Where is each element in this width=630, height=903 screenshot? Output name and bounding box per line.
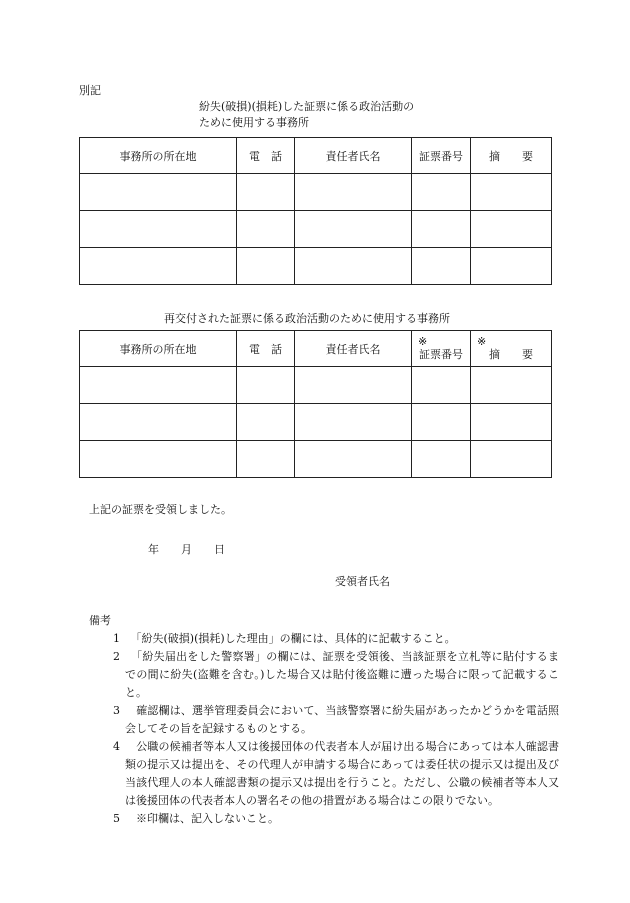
- table-header-row: [80, 331, 552, 367]
- header-office-address: 事務所の所在地: [80, 138, 237, 174]
- note-number: 3: [113, 704, 120, 717]
- header-office-address: 事務所の所在地: [80, 331, 237, 367]
- cell-office-address: [80, 367, 237, 404]
- cell-certificate-number: [412, 441, 471, 478]
- cell-remarks: [471, 174, 552, 211]
- table1-title-line1: 紛失(破損)(損耗)した証票に係る政治活動の: [199, 100, 415, 113]
- header-responsible-person: 責任者氏名: [295, 138, 412, 174]
- note-text: 公職の候補者等本人又は後援団体の代表者本人が届け出る場合にあっては本人確認書類の提示又は提出を、その代理人が申請する場合にあっては委任状の提示又は提出及び当該代理人の本人確認書類の提示又は提出を行うこと。ただし、公職の候補者等本人又は後援団体の代表者本人の署名その他の措置がある場合はこの限りでない。: [125, 740, 560, 807]
- table-row: [80, 441, 552, 478]
- table-row: [80, 174, 552, 211]
- note-number: 2: [113, 650, 120, 663]
- note-item: [79, 648, 559, 702]
- note-text: 確認欄は、選挙管理委員会において、当該警察署に紛失届があったかどうかを電話照会してその旨を記録するものとする。: [125, 704, 560, 735]
- receipt-date-line: 年 月 日: [148, 543, 225, 556]
- table1-title-line2: ために使用する事務所: [199, 116, 309, 129]
- cell-phone: [237, 441, 295, 478]
- note-number: 4: [113, 740, 120, 753]
- cell-certificate-number: [412, 174, 471, 211]
- note-number: 1: [113, 632, 120, 645]
- header-remarks-label: 摘 要: [489, 348, 533, 361]
- cell-office-address: [80, 441, 237, 478]
- table-row: [80, 211, 552, 248]
- header-responsible-person: 責任者氏名: [295, 331, 412, 367]
- cell-remarks: [471, 211, 552, 248]
- receipt-statement: 上記の証票を受領しました。: [89, 503, 232, 516]
- cell-office-address: [80, 174, 237, 211]
- cell-phone: [237, 211, 295, 248]
- note-text: ※印欄は、記入しないこと。: [136, 812, 279, 825]
- cell-responsible-person: [295, 441, 412, 478]
- appendix-label: 別記: [79, 84, 101, 97]
- cell-responsible-person: [295, 248, 412, 285]
- note-item: [79, 630, 559, 648]
- cell-remarks: [471, 367, 552, 404]
- cell-office-address: [80, 211, 237, 248]
- notes-heading: 備考: [89, 614, 111, 627]
- cell-responsible-person: [295, 404, 412, 441]
- cell-phone: [237, 174, 295, 211]
- office-use-mark: ※: [418, 335, 428, 348]
- note-number: 5: [113, 812, 120, 825]
- cell-remarks: [471, 404, 552, 441]
- cell-responsible-person: [295, 367, 412, 404]
- header-remarks: [471, 331, 552, 367]
- cell-phone: [237, 404, 295, 441]
- office-use-mark: ※: [477, 335, 487, 348]
- table2-title: 再交付された証票に係る政治活動のために使用する事務所: [164, 312, 450, 325]
- cell-responsible-person: [295, 174, 412, 211]
- note-text: 「紛失届出をした警察署」の欄には、証票を受領後、当該証票を立札等に貼付するまでの間に紛失(盗難を含む。)した場合又は貼付後盗難に遭った場合に限って記載すること。: [125, 650, 560, 699]
- cell-certificate-number: [412, 211, 471, 248]
- header-phone: 電 話: [237, 331, 295, 367]
- lost-certificate-office-table: [79, 137, 552, 285]
- cell-responsible-person: [295, 211, 412, 248]
- header-certificate-number: [412, 331, 471, 367]
- note-item: [79, 810, 559, 828]
- cell-office-address: [80, 404, 237, 441]
- notes-section: [79, 612, 559, 828]
- cell-phone: [237, 367, 295, 404]
- cell-office-address: [80, 248, 237, 285]
- table-row: [80, 404, 552, 441]
- header-certificate-number: 証票番号: [412, 138, 471, 174]
- note-item: [79, 738, 559, 810]
- cell-phone: [237, 248, 295, 285]
- cell-remarks: [471, 248, 552, 285]
- note-item: [79, 702, 559, 738]
- header-remarks: 摘 要: [471, 138, 552, 174]
- cell-certificate-number: [412, 367, 471, 404]
- header-phone: 電 話: [237, 138, 295, 174]
- cell-certificate-number: [412, 248, 471, 285]
- reissued-certificate-office-table: [79, 330, 552, 478]
- recipient-name-label: 受領者氏名: [335, 575, 390, 588]
- table-row: [80, 367, 552, 404]
- table-header-row: [80, 138, 552, 174]
- table-row: [80, 248, 552, 285]
- note-text: 「紛失(破損)(損耗)した理由」の欄には、具体的に記載すること。: [136, 632, 456, 645]
- header-certificate-number-label: 証票番号: [419, 348, 463, 361]
- cell-certificate-number: [412, 404, 471, 441]
- cell-remarks: [471, 441, 552, 478]
